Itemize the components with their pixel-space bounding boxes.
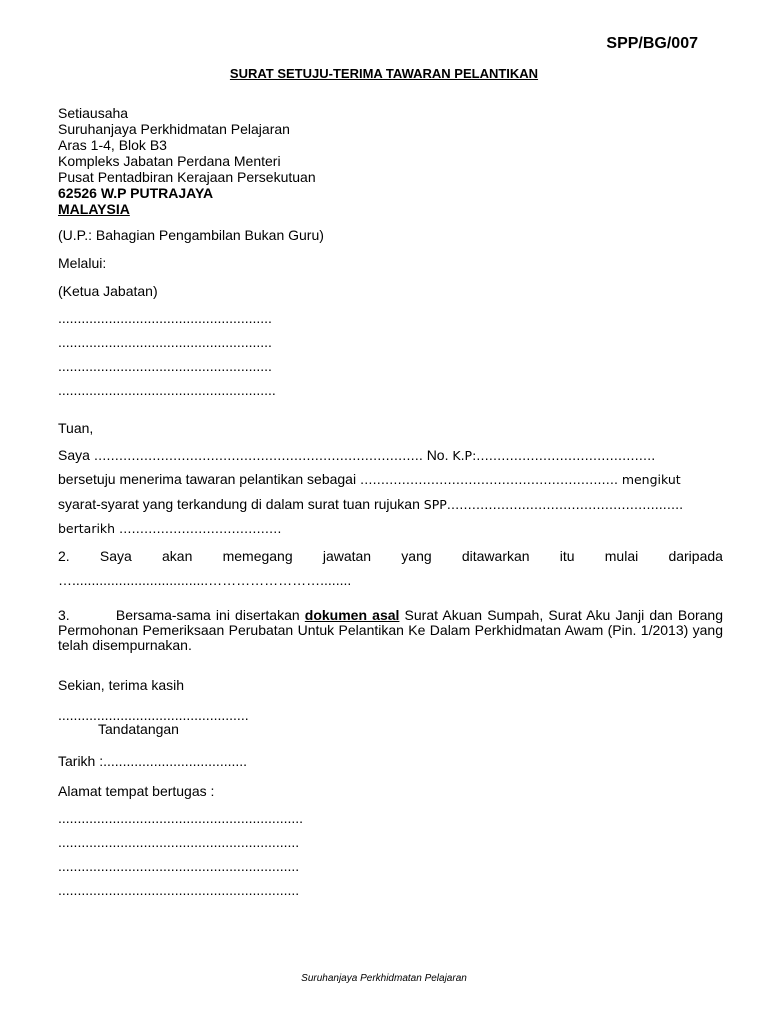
para2-word: memegang	[222, 548, 293, 564]
para1-text: bersetuju menerima tawaran pelantikan sebagai	[58, 471, 357, 487]
address-line: Pusat Pentadbiran Kerajaan Persekutuan	[58, 169, 316, 185]
date-blank: …………………………………	[119, 521, 282, 536]
para1-mengikut: mengikut	[621, 472, 681, 487]
document-title: SURAT SETUJU-TERIMA TAWARAN PELANTIKAN	[229, 66, 539, 81]
workplace-address-label: Alamat tempat bertugas :	[58, 783, 215, 799]
para3-emphasis: dokumen asal	[304, 607, 400, 623]
signature-label: Tandatangan	[98, 721, 179, 737]
para2-word: mulai	[604, 548, 639, 564]
closing: Sekian, terima kasih	[58, 677, 185, 693]
dotted-line: ........................................................	[58, 382, 276, 398]
para2-word: yang	[401, 548, 432, 564]
para1-line3	[58, 496, 683, 512]
address-line: Aras 1-4, Blok B3	[58, 137, 167, 153]
address-line: Kompleks Jabatan Perdana Menteri	[58, 153, 281, 169]
signature-blank: .................................................	[58, 707, 249, 723]
para1-line2	[58, 471, 681, 487]
para1-line4	[58, 520, 282, 536]
para2-line1	[58, 548, 723, 564]
para1-text: syarat-syarat yang terkandung di dalam surat tuan rujukan	[58, 496, 420, 512]
para1-spp: SPP	[423, 497, 447, 512]
reference-blank: ………………..…………………………..…..	[446, 497, 684, 512]
dotted-line: .......................................................	[58, 310, 272, 326]
dotted-line: .......................................................	[58, 334, 272, 350]
address-postcode-city: 62526 W.P PUTRAJAYA	[58, 185, 214, 201]
recipient-address	[58, 105, 316, 217]
date-field: Tarikh :.....................................	[58, 753, 248, 769]
para1-bertarikh: bertarikh	[58, 521, 116, 536]
para3-text: Surat Akuan Sumpah, Surat Aku Janji dan Borang Permohonan Pemeriksaan Perubatan Untuk Pelantikan Ke Dalam Perkhidmatan Awam (Pin. 1/2013) yang telah disempurnakan.	[58, 607, 723, 653]
start-date-blank: …...................................……………………........	[58, 572, 352, 588]
address-line: Suruhanjaya Perkhidmatan Pelajaran	[58, 121, 290, 137]
para2-word: Saya	[99, 548, 132, 564]
address-country: MALAYSIA	[58, 201, 130, 217]
para2-word: 2.	[58, 548, 70, 564]
para2-word: jawatan	[322, 548, 372, 564]
para1-kp: K.P:	[452, 448, 477, 463]
page-footer: Suruhanjaya Perkhidmatan Pelajaran	[301, 973, 467, 984]
attention-line: (U.P.: Bahagian Pengambilan Bukan Guru)	[58, 227, 324, 243]
name-blank: …………………………………………………………………….	[93, 448, 423, 463]
dotted-line: ..............................................................	[58, 834, 300, 850]
address-line: Setiausaha	[58, 105, 129, 121]
para2-word: daripada	[668, 548, 723, 564]
ic-number-blank: …………………………………….	[476, 448, 656, 463]
para3	[58, 608, 723, 653]
position-blank: ………………………………………………….….	[359, 472, 618, 487]
para2-word: itu	[559, 548, 575, 564]
para1-saya: Saya	[58, 447, 90, 463]
para2-word: ditawarkan	[461, 548, 530, 564]
dotted-line: ..............................................................	[58, 858, 300, 874]
document-code: SPP/BG/007	[606, 35, 698, 52]
ketua-jabatan-label: (Ketua Jabatan)	[58, 283, 158, 299]
para1-line1	[58, 447, 655, 463]
dotted-line: .......................................................	[58, 358, 272, 374]
para2-word: akan	[162, 548, 193, 564]
dotted-line: ...............................................................	[58, 810, 304, 826]
para1-no: No.	[426, 447, 449, 463]
dotted-line: ..............................................................	[58, 882, 300, 898]
para3-num: 3.	[58, 607, 70, 623]
melalui-label: Melalui:	[58, 255, 107, 271]
para3-text: Bersama-sama ini disertakan	[115, 607, 300, 623]
salutation: Tuan,	[58, 420, 94, 436]
